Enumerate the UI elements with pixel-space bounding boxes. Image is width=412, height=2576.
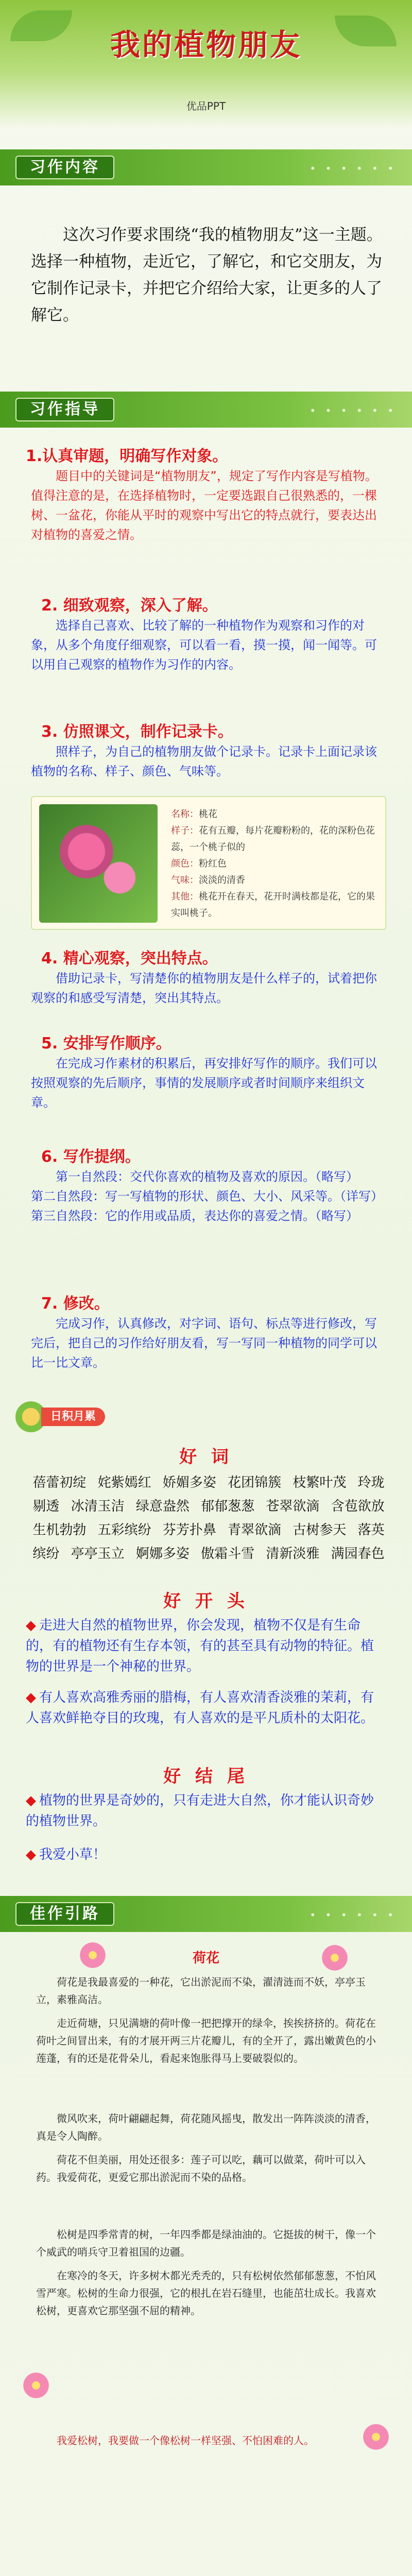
essay1-title: 荷花 (192, 1951, 219, 1966)
essay2-para: 松树是四季常青的树，一年四季都是绿油油的。它挺拔的树干，像一个个威武的哨兵守卫着祖国的边疆。 (36, 2228, 376, 2258)
record-card (31, 796, 386, 930)
guide-text-2: 选择自己喜欢、比较了解的一种植物作为观察和习作的对象，从多个角度仔细观察，可以看一看，摸一摸，闻一闻等。可以用自己观察的植物作为习作的内容。 (31, 618, 377, 672)
dots-decoration: • • • • • • (310, 1909, 397, 1921)
goodstarts-title: 好 开 头 (163, 1591, 249, 1612)
section-bar-examples-1 (0, 1896, 412, 1932)
guide-title-6: 6. 写作提纲。 (41, 1148, 141, 1166)
flower-icon (21, 2370, 52, 2401)
record-line: 其他：桃花开在春天，花开时满枝都是花，它的果实叫桃子。 (171, 891, 375, 919)
essay2-conclusion: 我爱松树，我要做一个像松树一样坚强、不怕困难的人。 (57, 2434, 314, 2447)
section-label: 习作指导 (15, 398, 114, 421)
essay1-para: 走近荷塘，只见满塘的荷叶像一把把撑开的绿伞，挨挨挤挤的。荷花在荷叶之间冒出来，有的才展开两三片花瓣儿，有的全开了，露出嫩黄色的小莲蓬，有的还是花骨朵儿，看起来饱胀得马上要破裂似的。 (36, 2017, 376, 2064)
record-line: 气味：淡淡的清香 (171, 875, 245, 886)
guide-text-6: 第一自然段：交代你喜欢的植物及喜欢的原因。（略写） 第二自然段：写一写植物的形状、颜色、大小、风采等。（详写） 第三自然段：它的作用或品质，表达你的喜爱之情。（略写） (31, 1170, 383, 1223)
flower-icon (360, 2421, 391, 2452)
dots-decoration: • • • • • • (310, 162, 397, 175)
guide-title-7: 7. 修改。 (41, 1295, 110, 1313)
guide-text-5: 在完成习作素材的积累后，再安排好写作的顺序。我们可以按照观察的先后顺序，事情的发展顺序或者时间顺序来组织文章。 (31, 1056, 377, 1110)
peach-blossom-image (39, 804, 158, 923)
page-subtitle: 优品PPT (186, 100, 226, 112)
record-line: 样子：花有五瓣，每片花瓣粉粉的，花的深粉色花蕊，一个桃子似的 (171, 825, 375, 853)
record-line: 名称：桃花 (171, 809, 217, 820)
goodend-item: ◆ 植物的世界是奇妙的，只有走进大自然，你才能认识奇妙的植物世界。 (26, 1790, 386, 1832)
goodstart-item: ◆ 走进大自然的植物世界，你会发现，植物不仅是有生命的，有的植物还有生存本领，有的甚至具有动物的特征。植物的世界是一个神秘的世界。 (26, 1615, 386, 1677)
guide-text-4: 借助记录卡，写清楚你的植物朋友是什么样子的，试着把你观察的和感受写清楚，突出其特点。 (31, 971, 377, 1005)
dots-decoration: • • • • • • (310, 404, 397, 417)
guide-title-3: 3. 仿照课文，制作记录卡。 (41, 723, 233, 741)
essay1-para: 荷花不但美丽，用处还很多：莲子可以吃，藕可以做菜，荷叶可以入药。我爱荷花，更爱它那出淤泥而不染的品格。 (36, 2154, 366, 2183)
goodstart-item: ◆ 有人喜欢高雅秀丽的腊梅，有人喜欢清香淡雅的茉莉，有人喜欢鲜艳夺目的玫瑰，有人喜欢的是平凡质朴的太阳花。 (26, 1687, 386, 1728)
accumulate-ribbon (15, 1401, 134, 1432)
goodends-title: 好 结 尾 (163, 1766, 249, 1787)
goodwords-title: 好 词 (179, 1447, 233, 1467)
intro-text: 这次习作要求围绕“我的植物朋友”这一主题。选择一种植物，走近它，了解它，和它交朋友，为它制作记录卡，并把它介绍给大家，让更多的人了解它。 (31, 226, 383, 325)
record-card-lines (171, 806, 377, 922)
guide-text-7: 完成习作，认真修改，对字词、语句、标点等进行修改，写完后，把自己的习作给好朋友看，写一写同一种植物的同学可以比一比文章。 (31, 1316, 377, 1370)
header (0, 0, 412, 129)
guide-text-1: 题目中的关键词是“植物朋友”，规定了写作内容是写植物。值得注意的是，在选择植物时，一定要选跟自己很熟悉的，一棵树、一盆花，你能从平时的观察中写出它的特点就行，要表达出对植物的喜爱之情。 (31, 469, 377, 542)
guide-title-2: 2. 细致观察，深入了解。 (41, 597, 218, 615)
essay1-para: 微风吹来，荷叶翩翩起舞，荷花随风摇曳，散发出一阵阵淡淡的清香，真是令人陶醉。 (36, 2112, 376, 2142)
guide-title-1: 1.认真审题，明确写作对象。 (26, 447, 228, 465)
section-bar-guide (0, 392, 412, 428)
record-line: 颜色：粉红色 (171, 858, 227, 869)
guide-text-3: 照样子，为自己的植物朋友做个记录卡。记录卡上面记录该植物的名称、样子、颜色、气味等。 (31, 744, 377, 778)
guide-title-5: 5. 安排写作顺序。 (41, 1035, 171, 1053)
goodwords-list: 蓓蕾初绽 姹紫嫣红 娇媚多姿 花团锦簇 枝繁叶茂 玲珑剔透 冰清玉洁 绿意盎然 郁郁葱葱 苍翠欲滴 含苞欲放 生机勃勃 五彩缤纷 芬芳扑鼻 青翠欲滴 古树参天 落英缤纷 亭亭玉立 婀娜多姿 傲霜斗雪 清新淡雅 满园春色 (32, 1475, 385, 1562)
essay1-para: 荷花是我最喜爱的一种花，它出淤泥而不染，濯清涟而不妖，亭亭玉立，素雅高洁。 (36, 1976, 366, 2006)
section-bar-content (0, 149, 412, 185)
page-title: 我的植物朋友 (110, 27, 302, 62)
guide-title-4: 4. 精心观察，突出特点。 (41, 950, 218, 968)
essay2-para: 在寒冷的冬天，许多树木都光秃秃的，只有松树依然郁郁葱葱，不怕风雪严寒。松树的生命力很强，它的根扎在岩石缝里，也能茁壮成长。我喜欢松树，更喜欢它那坚强不屈的精神。 (36, 2269, 376, 2317)
section-label: 佳作引路 (15, 1902, 114, 1926)
section-label: 习作内容 (15, 156, 114, 179)
goodend-item: ◆ 我爱小草！ (26, 1844, 386, 1865)
accumulate-tag: 日积月累 (41, 1408, 105, 1426)
